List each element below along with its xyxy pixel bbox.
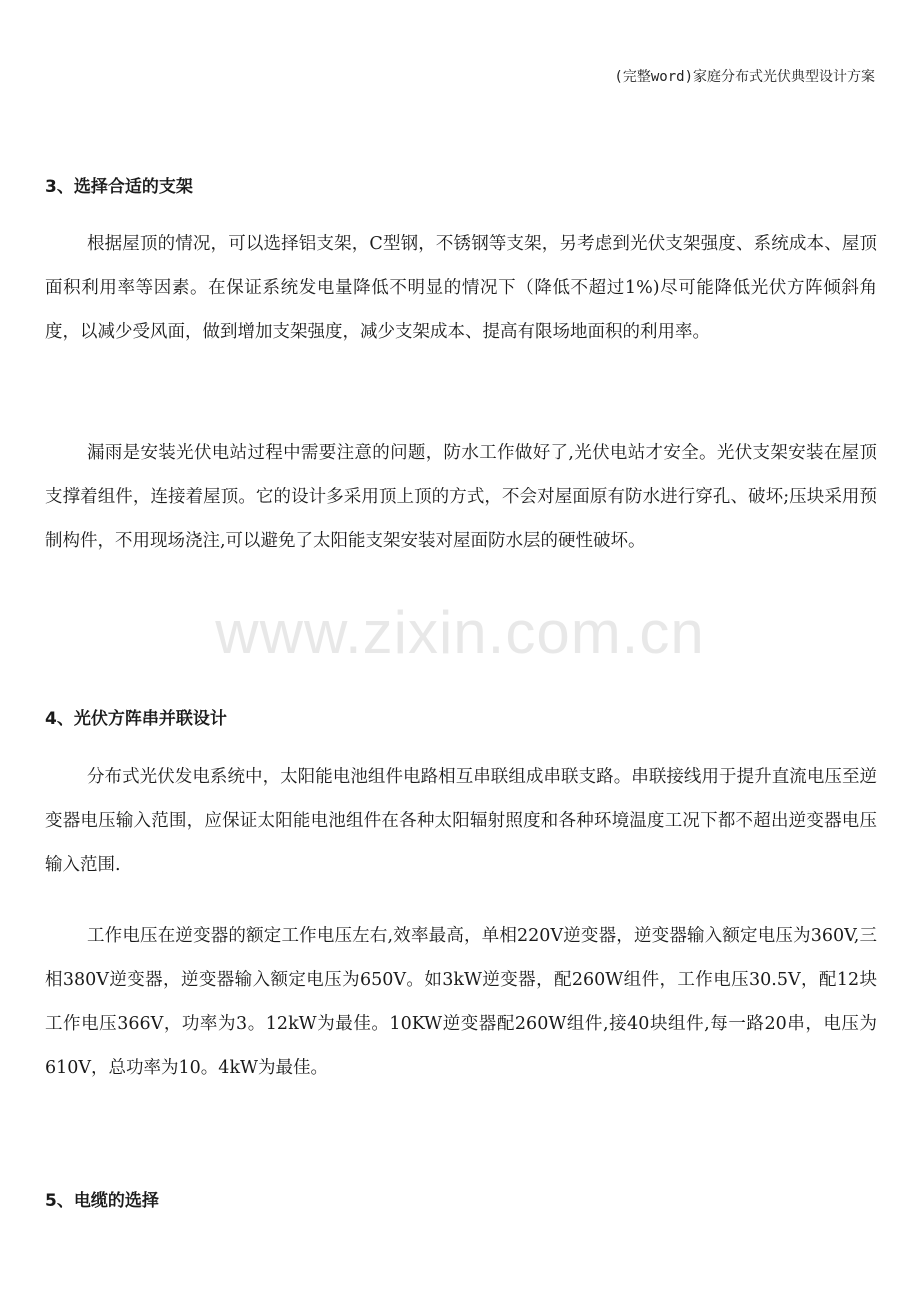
document-header-title: (完整word)家庭分布式光伏典型设计方案 [614, 69, 875, 85]
section-4-heading: 4、光伏方阵串并联设计 [45, 709, 227, 729]
watermark: www.zixin.com.cn [215, 599, 705, 666]
section-3-heading: 3、选择合适的支架 [45, 177, 193, 197]
section-3-paragraph-1: 根据屋顶的情况，可以选择铝支架，C型钢，不锈钢等支架，另考虑到光伏支架强度、系统成本、屋顶面积利用率等因素。在保证系统发电量降低不明显的情况下（降低不超过1%)尽可能降低光伏方阵倾斜角度，以减少受风面，做到增加支架强度，减少支架成本、提高有限场地面积的利用率。 [45, 234, 877, 342]
section-3-paragraph-2: 漏雨是安装光伏电站过程中需要注意的问题，防水工作做好了,光伏电站才安全。光伏支架安装在屋顶支撑着组件，连接着屋顶。它的设计多采用顶上顶的方式，不会对屋面原有防水进行穿孔、破坏;压块采用预制构件，不用现场浇注,可以避免了太阳能支架安装对屋面防水层的硬性破坏。 [45, 443, 877, 551]
section-4-paragraph-2: 工作电压在逆变器的额定工作电压左右,效率最高，单相220V逆变器，逆变器输入额定电压为360V,三相380V逆变器，逆变器输入额定电压为650V。如3kW逆变器，配260W组件，工作电压30.5V，配12块工作电压366V，功率为3。12kW为最佳。10KW逆变器配260W组件,接40块组件,每一路20串，电压为610V，总功率为10。4kW为最佳。 [45, 926, 877, 1078]
section-4-paragraph-1: 分布式光伏发电系统中，太阳能电池组件电路相互串联组成串联支路。串联接线用于提升直流电压至逆变器电压输入范围，应保证太阳能电池组件在各种太阳辐射照度和各种环境温度工况下都不超出逆变器电压输入范围. [45, 767, 877, 875]
section-5-heading: 5、电缆的选择 [45, 1191, 159, 1211]
